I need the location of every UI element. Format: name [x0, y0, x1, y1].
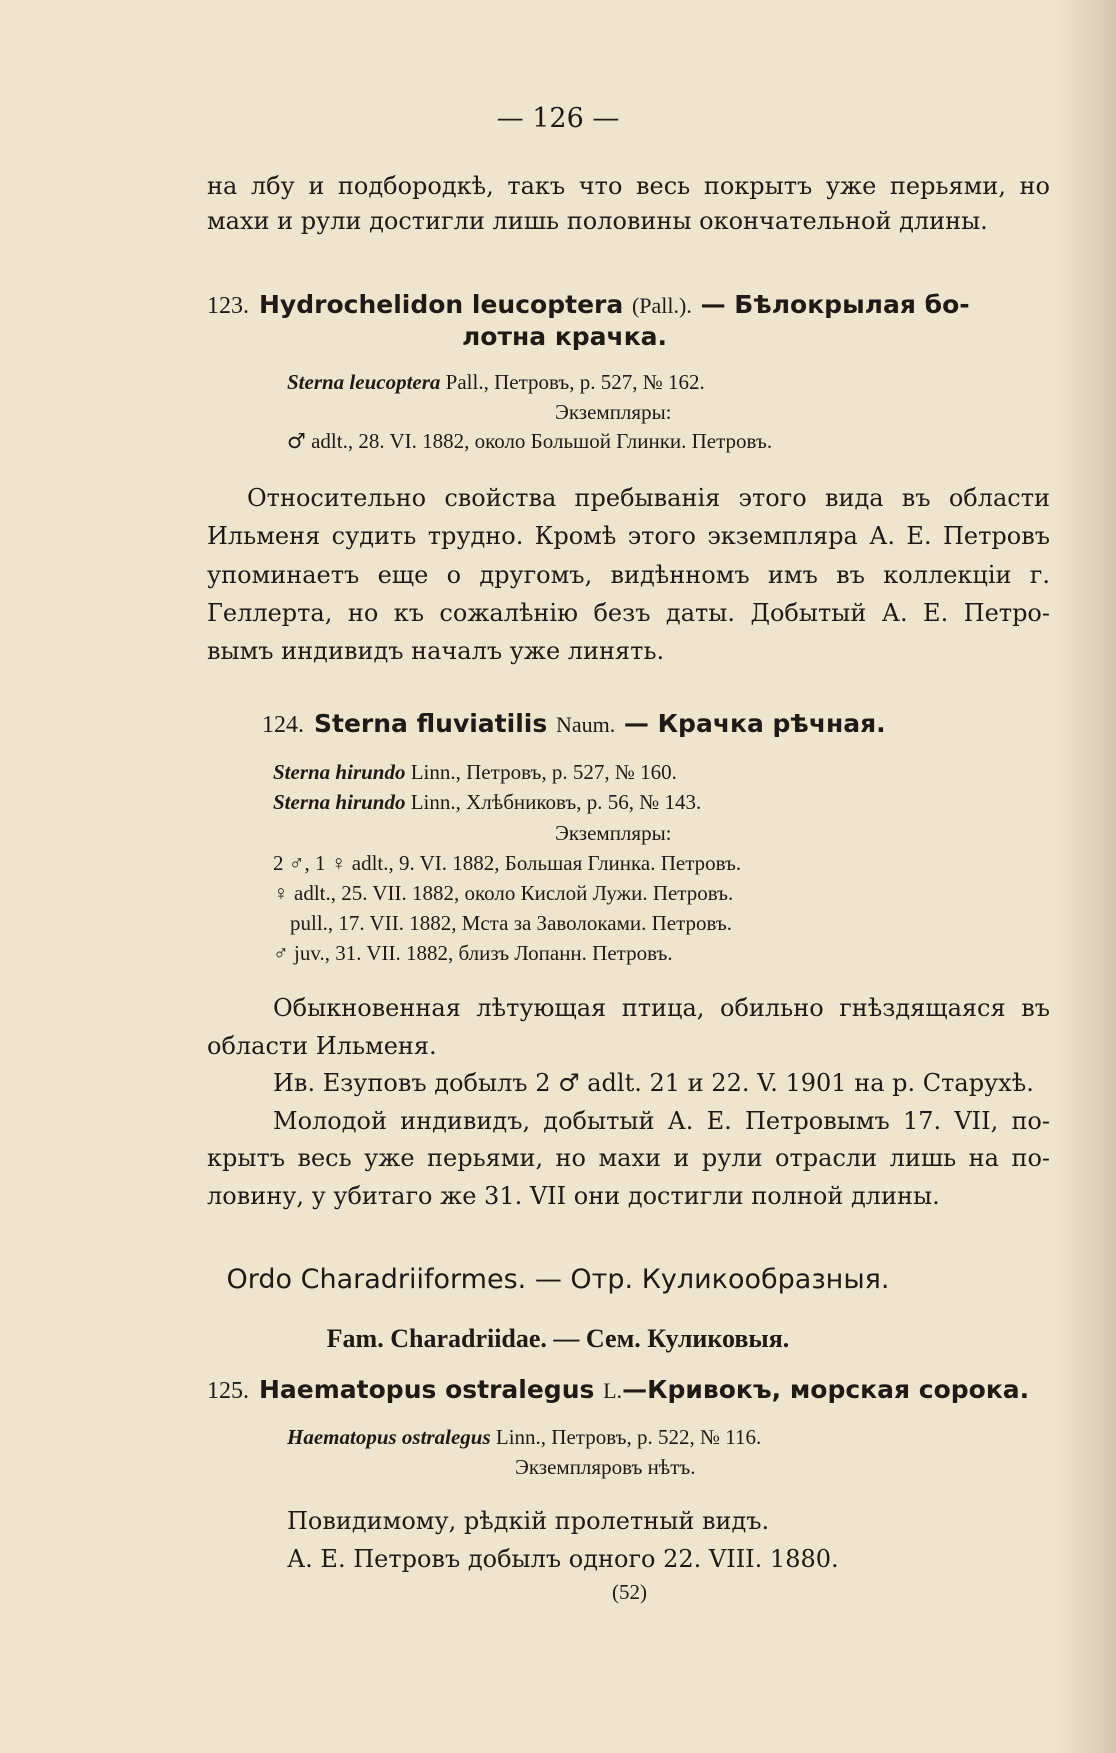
paragraph-line: Ильменя судить трудно. Кромѣ этого экземпляра А. Е. Петровъ: [207, 522, 1050, 550]
paragraph-line: области Ильменя.: [207, 1032, 437, 1060]
synonym-source: Pall., Петровъ, р. 527, № 162.: [445, 370, 705, 394]
paragraph-line: крытъ весь уже перьями, но махи и рули отрасли лишь на по-: [207, 1144, 1050, 1172]
specimen-entry: ♂ juv., 31. VII. 1882, близъ Лопанн. Петровъ.: [273, 941, 673, 965]
family-heading: Fam. Charadriidae. — Сем. Куликовыя.: [326, 1324, 790, 1353]
species-latin-name: Sterna fluviatilis: [314, 709, 548, 738]
intro-line: на лбу и подбородкѣ, такъ что весь покрытъ уже перьями, но: [207, 172, 1050, 200]
synonym-name: Sterna hirundo: [273, 790, 406, 814]
synonym-reference: [273, 790, 701, 815]
synonym-name: Haematopus ostralegus: [287, 1425, 491, 1449]
paragraph-line: Геллерта, но къ сожалѣнію безъ даты. Добытый А. Е. Петро-: [207, 599, 1050, 627]
paragraph-line: А. Е. Петровъ добылъ одного 22. VIII. 1880.: [287, 1545, 839, 1573]
page-gutter-shadow: [1056, 0, 1116, 1753]
specimens-label: Экземпляры:: [555, 821, 672, 845]
order-heading: Ordo Charadriiformes. — Отр. Куликообразныя.: [226, 1264, 890, 1295]
species-author: L.: [603, 1378, 623, 1403]
species-russian-name: — Крачка рѣчная.: [623, 709, 886, 738]
species-heading: [207, 290, 970, 320]
synonym-reference: [273, 760, 677, 785]
species-number: 124.: [262, 712, 304, 738]
specimen-entry: ♀ adlt., 25. VII. 1882, около Кислой Лужи. Петровъ.: [273, 881, 734, 905]
species-heading: [262, 709, 886, 739]
species-latin-name: Haematopus ostralegus: [259, 1375, 595, 1404]
species-author: Naum.: [555, 712, 616, 737]
synonym-source: Linn., Хлѣбниковъ, р. 56, № 143.: [410, 790, 702, 814]
paragraph-line: Повидимому, рѣдкій пролетный видъ.: [287, 1507, 770, 1535]
specimens-label: Экземпляровъ нѣтъ.: [515, 1455, 696, 1479]
synonym-source: Linn., Петровъ, р. 527, № 160.: [410, 760, 677, 784]
paragraph-line: Ив. Езуповъ добылъ 2 ♂ adlt. 21 и 22. V. 1901 на р. Старухѣ.: [273, 1069, 1034, 1097]
paragraph-line: вымъ индивидъ началъ уже линять.: [207, 637, 665, 665]
intro-line: махи и рули достигли лишь половины окончательной длины.: [207, 207, 988, 235]
paragraph-line: Молодой индивидъ, добытый А. Е. Петровымъ 17. VII, по-: [273, 1107, 1050, 1135]
paragraph-line: Обыкновенная лѣтующая птица, обильно гнѣздящаяся въ: [273, 994, 1050, 1022]
species-latin-name: Hydrochelidon leucoptera: [259, 290, 624, 319]
species-heading: [207, 1375, 1029, 1405]
specimens-label: Экземпляры:: [555, 400, 672, 424]
specimen-text: adlt., 28. VI. 1882, около Большой Глинки. Петровъ.: [311, 429, 773, 453]
synonym-name: Sterna leucoptera: [287, 370, 441, 394]
specimen-entry: 2 ♂, 1 ♀ adlt., 9. VI. 1882, Большая Глинка. Петровъ.: [273, 851, 742, 875]
specimen-entry: pull., 17. VII. 1882, Мста за Заволоками. Петровъ.: [290, 911, 733, 935]
signature-mark: (52): [612, 1580, 647, 1604]
species-number: 125.: [207, 1378, 249, 1404]
male-symbol-icon: ♂: [287, 429, 306, 453]
species-russian-name: —Кривокъ, морская сорока.: [622, 1375, 1030, 1404]
species-russian-name-cont: лотна крачка.: [462, 322, 668, 351]
species-author: (Pall.).: [631, 293, 692, 318]
synonym-reference: [287, 370, 705, 395]
paragraph-line: ловину, у убитаго же 31. VII они достигли полной длины.: [207, 1182, 940, 1210]
page-number: — 126 —: [496, 103, 620, 134]
specimen-entry: [287, 429, 772, 454]
paragraph-line: упоминаетъ еще о другомъ, видѣнномъ имъ въ коллекціи г.: [207, 561, 1050, 589]
species-number: 123.: [207, 293, 249, 319]
species-russian-name: — Бѣлокрылая бо-: [700, 290, 970, 319]
synonym-source: Linn., Петровъ, р. 522, № 116.: [495, 1425, 762, 1449]
synonym-reference: [287, 1425, 761, 1450]
synonym-name: Sterna hirundo: [273, 760, 406, 784]
paragraph-line: Относительно свойства пребыванія этого вида въ области: [247, 484, 1050, 512]
